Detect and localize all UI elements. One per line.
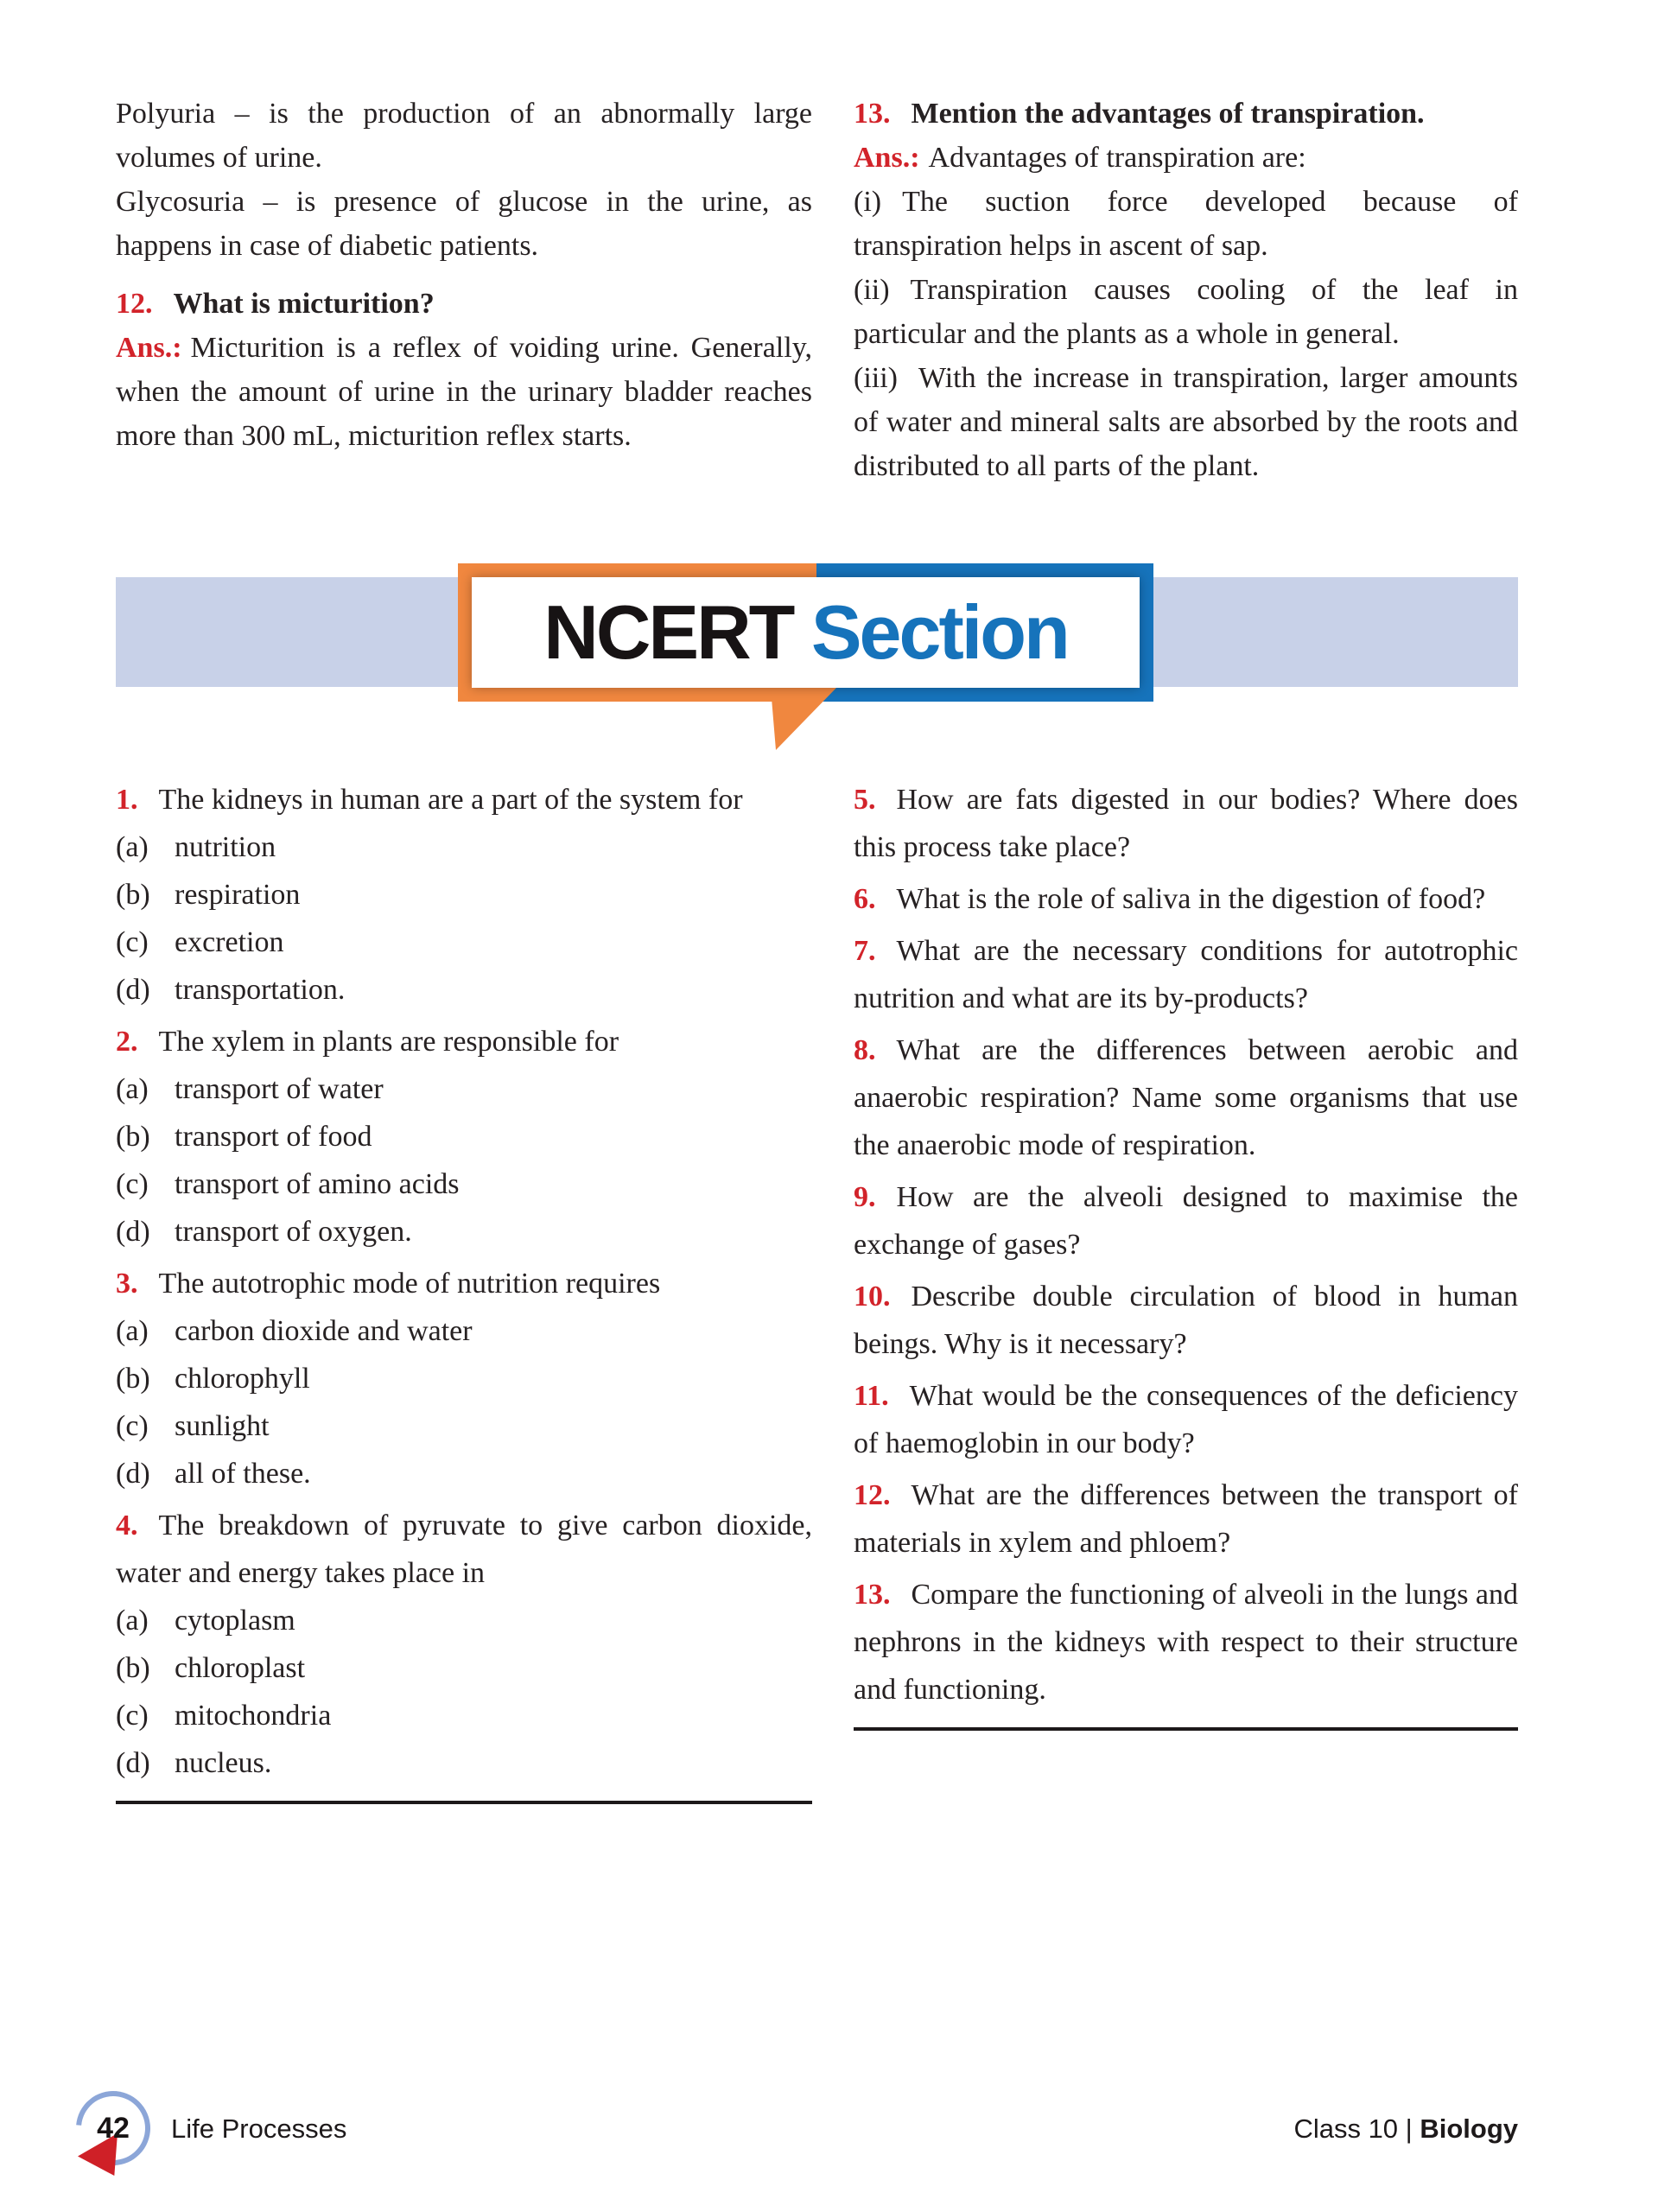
question-5 [854,776,1518,871]
answer-intro-text: Advantages of transpiration are: [928,142,1306,174]
question-number: 13. [854,98,891,130]
question-number: 13. [854,1579,891,1611]
mcq-option [116,918,812,966]
option-label: (a) [116,1073,149,1105]
point-label: (iii) [854,362,898,394]
option-text: all of these. [175,1458,311,1490]
book-label: Biology [1420,2113,1518,2144]
mcq-question-3 [116,1260,812,1497]
point-label: (ii) [854,274,890,306]
question-7 [854,927,1518,1022]
point-text: With the increase in transpiration, larger amounts of water and mineral salts are absorbed by the roots and distributed to all parts of the plant. [854,362,1518,482]
question-stem [116,1018,812,1065]
question-number: 4. [116,1510,138,1541]
mcq-option [116,1402,812,1450]
left-column-divider [116,1801,812,1804]
mcq-question-2 [116,1018,812,1255]
answer-point [854,180,1518,268]
question-text: How are fats digested in our bodies? Where does this process take place? [854,784,1518,863]
question-number: 7. [854,935,876,967]
option-label: (b) [116,1121,150,1153]
question-text: What are the necessary conditions for autotrophic nutrition and what are its by-products? [854,935,1518,1014]
answer-text: Micturition is a reflex of voiding urine. Generally, when the amount of urine in the urinary bladder reaches more than 300 mL, micturition reflex starts. [116,332,812,452]
question-text: The kidneys in human are a part of the system for [158,784,743,816]
question-6 [854,875,1518,923]
question-text: What are the differences between aerobic and anaerobic respiration? Name some organisms that use the anaerobic mode of respiration. [854,1034,1518,1161]
option-label: (d) [116,1458,150,1490]
question-number: 1. [116,784,138,816]
option-label: (a) [116,1605,149,1637]
banner-title-section: Section [810,589,1068,675]
option-label: (c) [116,926,149,958]
mcq-option [116,1208,812,1255]
question-10 [854,1273,1518,1368]
option-label: (b) [116,879,150,911]
option-label: (c) [116,1700,149,1732]
page-footer [76,2091,1518,2186]
option-label: (a) [116,831,149,863]
mcq-option [116,1450,812,1497]
mcq-option [116,1644,812,1692]
question-number: 12. [116,288,153,320]
question-number: 11. [854,1380,889,1412]
question-text: The xylem in plants are responsible for [158,1026,619,1058]
intro-qa-section [116,92,1518,488]
intro-left-column [116,92,812,488]
option-text: sunlight [175,1410,270,1442]
question-text: The breakdown of pyruvate to give carbon dioxide, water and energy takes place in [116,1510,812,1589]
banner-title [472,577,1140,688]
paragraph-polyuria: Polyuria – is the production of an abnormally large volumes of urine. [116,98,812,174]
question-stem [116,1502,812,1597]
class-book-label [1293,2113,1518,2145]
question-11 [854,1372,1518,1467]
question-text: What are the differences between the transport of materials in xylem and phloem? [854,1479,1518,1559]
question-number: 5. [854,784,876,816]
option-text: nutrition [175,831,276,863]
question-12-heading [116,282,812,326]
mcq-option [116,871,812,918]
point-text: The suction force developed because of transpiration helps in ascent of sap. [854,186,1518,262]
option-label: (d) [116,1216,150,1248]
question-number: 2. [116,1026,138,1058]
question-stem [116,1260,812,1307]
question-text: Compare the functioning of alveoli in the lungs and nephrons in the kidneys with respect to their structure and functioning. [854,1579,1519,1706]
page-number: 42 [97,2111,130,2145]
right-column-divider [854,1727,1518,1731]
chapter-title: Life Processes [171,2113,347,2144]
point-text: Transpiration causes cooling of the leaf in particular and the plants as a whole in general. [854,274,1518,350]
speech-tail-icon [762,686,848,753]
question-number: 8. [854,1034,876,1066]
mcq-option [116,1739,812,1787]
ncert-questions-section [116,776,1518,1804]
answer-point [854,268,1518,356]
option-label: (c) [116,1168,149,1200]
mcq-option [116,1160,812,1208]
option-text: respiration [175,879,301,911]
option-label: (a) [116,1315,149,1347]
mcq-question-4 [116,1502,812,1787]
point-label: (i) [854,186,882,218]
option-text: chloroplast [175,1652,306,1684]
question-text: What would be the consequences of the deficiency of haemoglobin in our body? [854,1380,1518,1459]
question-12 [854,1471,1518,1567]
question-text: Mention the advantages of transpiration. [911,98,1425,130]
question-text: Describe double circulation of blood in human beings. Why is it necessary? [854,1281,1518,1360]
questions-right-column [854,776,1518,1804]
mcq-question-1 [116,776,812,1014]
question-13 [854,1571,1518,1713]
option-label: (d) [116,974,150,1006]
question-text: What is micturition? [173,288,435,320]
mcq-option [116,1113,812,1160]
question-text: How are the alveoli designed to maximise the exchange of gases? [854,1181,1518,1261]
option-text: transport of oxygen. [175,1216,412,1248]
question-text: The autotrophic mode of nutrition requires [158,1268,661,1300]
question-9 [854,1173,1518,1268]
question-12-answer [116,326,812,458]
question-number: 3. [116,1268,138,1300]
mcq-option [116,1307,812,1355]
mcq-option [116,1597,812,1644]
option-text: carbon dioxide and water [175,1315,473,1347]
option-text: mitochondria [175,1700,332,1732]
banner-title-ncert: NCERT [543,589,793,675]
question-stem [116,776,812,823]
option-label: (c) [116,1410,149,1442]
mcq-option [116,1065,812,1113]
option-text: chlorophyll [175,1363,310,1395]
question-text: What is the role of saliva in the digestion of food? [896,883,1486,915]
mcq-option [116,1355,812,1402]
option-text: excretion [175,926,284,958]
mcq-option [116,1692,812,1739]
question-8 [854,1027,1518,1169]
question-number: 6. [854,883,876,915]
intro-right-column [854,92,1518,488]
option-text: transportation. [175,974,346,1006]
option-label: (b) [116,1363,150,1395]
question-number: 9. [854,1181,876,1213]
option-text: transport of food [175,1121,372,1153]
class-label: Class 10 | [1293,2113,1420,2144]
question-12-block [116,282,812,458]
option-text: cytoplasm [175,1605,295,1637]
answer-label: Ans.: [854,142,920,174]
paragraph-glycosuria: Glycosuria – is presence of glucose in the urine, as happens in case of diabetic patients. [116,186,812,262]
questions-left-column [116,776,812,1804]
question-number: 10. [854,1281,891,1313]
answer-label: Ans.: [116,332,182,364]
option-label: (b) [116,1652,150,1684]
option-text: transport of water [175,1073,384,1105]
mcq-option [116,966,812,1014]
question-13-answer-intro [854,136,1518,180]
answer-point [854,356,1518,488]
option-text: nucleus. [175,1747,272,1779]
question-number: 12. [854,1479,891,1511]
option-text: transport of amino acids [175,1168,460,1200]
question-13-heading [854,92,1518,136]
ncert-section-banner [458,563,1153,702]
mcq-option [116,823,812,871]
option-label: (d) [116,1747,150,1779]
